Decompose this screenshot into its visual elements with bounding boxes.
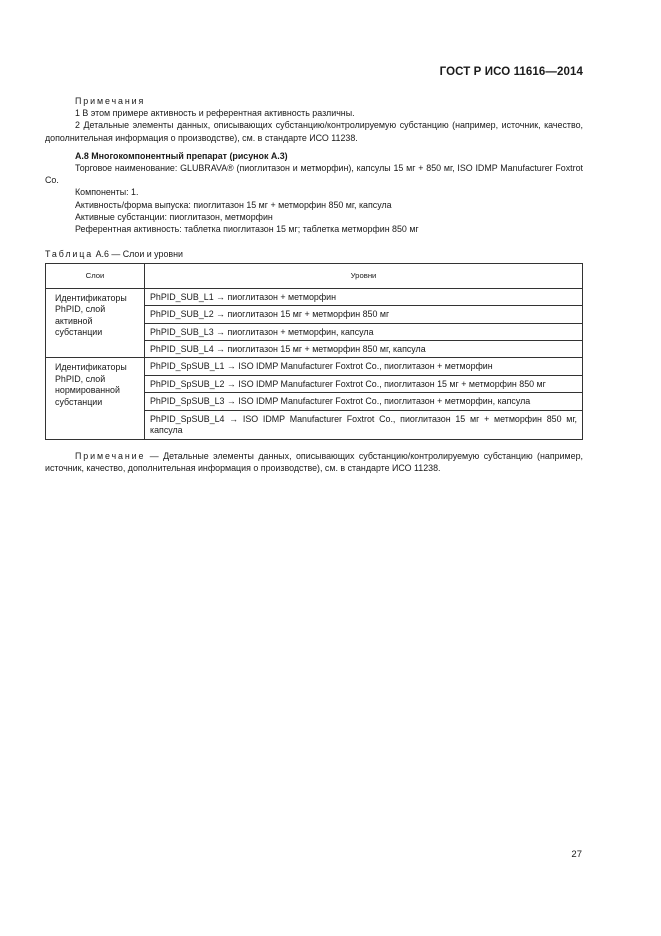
note-item: 1 В этом примере активность и референтная активность различны. bbox=[75, 108, 355, 119]
document-header: ГОСТ Р ИСО 11616—2014 bbox=[439, 66, 583, 78]
page-content bbox=[45, 95, 583, 474]
section-line: Торговое наименование: GLUBRAVA® (пиоглитазон и метморфин), капсулы 15 мг + 850 мг, ISO IDMP Manufacturer Foxtrot Co. bbox=[45, 163, 583, 186]
notes-title: Примечания bbox=[75, 96, 146, 106]
table-header-row bbox=[46, 264, 583, 288]
page-number: 27 bbox=[571, 849, 582, 860]
level-cell: PhPID_SpSUB_L1 → ISO IDMP Manufacturer Foxtrot Co., пиоглитазон + метморфин bbox=[145, 358, 583, 375]
footnote-text: — Детальные элементы данных, описывающих субстанцию/контролируемую субстанцию (например, источник, качество, дополнительная информация о производстве), см. в стандарте ИСО 11238. bbox=[45, 450, 583, 473]
level-cell: PhPID_SpSUB_L2 → ISO IDMP Manufacturer Foxtrot Co., пиоглитазон 15 мг + метморфин 850 мг bbox=[145, 375, 583, 392]
level-cell: PhPID_SpSUB_L4 → ISO IDMP Manufacturer Foxtrot Co., пиоглитазон 15 мг + метморфин 850 мг, капсула bbox=[145, 410, 583, 439]
layer-cell: Идентификаторы PhPID, слой активной субстанции bbox=[46, 288, 145, 358]
section-line: Активность/форма выпуска: пиоглитазон 15 мг + метморфин 850 мг, капсула bbox=[75, 199, 392, 210]
table-caption-text: А.6 — Слои и уровни bbox=[93, 249, 183, 260]
layers-table bbox=[45, 263, 583, 439]
column-header-levels: Уровни bbox=[145, 264, 583, 288]
level-cell: PhPID_SUB_L3 → пиоглитазон + метморфин, капсула bbox=[145, 323, 583, 340]
level-cell: PhPID_SUB_L2 → пиоглитазон 15 мг + метморфин 850 мг bbox=[145, 306, 583, 323]
table-row bbox=[46, 288, 583, 305]
table-caption-label: Таблица bbox=[45, 249, 94, 260]
layer-cell: Идентификаторы PhPID, слой нормированной субстанции bbox=[46, 358, 145, 439]
note-item: 2 Детальные элементы данных, описывающих субстанцию/контролируемую субстанцию (например, источник, качество, дополнительная информация о производстве), см. в стандарте ИСО 11238. bbox=[45, 120, 583, 143]
column-header-layers: Слои bbox=[46, 264, 145, 288]
table-caption bbox=[45, 248, 583, 260]
section-line: Референтная активность: таблетка пиоглитазон 15 мг; таблетка метморфин 850 мг bbox=[75, 224, 419, 235]
table-footnote bbox=[45, 450, 583, 474]
section-title: А.8 Многокомпонентный препарат (рисунок А.3) bbox=[75, 150, 288, 161]
section-line: Компоненты: 1. bbox=[75, 187, 139, 198]
table-row bbox=[46, 358, 583, 375]
level-cell: PhPID_SUB_L1 → пиоглитазон + метморфин bbox=[145, 288, 583, 305]
footnote-label: Примечание bbox=[75, 450, 146, 461]
section-line: Активные субстанции: пиоглитазон, метморфин bbox=[75, 211, 273, 222]
level-cell: PhPID_SpSUB_L3 → ISO IDMP Manufacturer Foxtrot Co., пиоглитазон + метморфин, капсула bbox=[145, 393, 583, 410]
level-cell: PhPID_SUB_L4 → пиоглитазон 15 мг + метморфин 850 мг, капсула bbox=[145, 341, 583, 358]
